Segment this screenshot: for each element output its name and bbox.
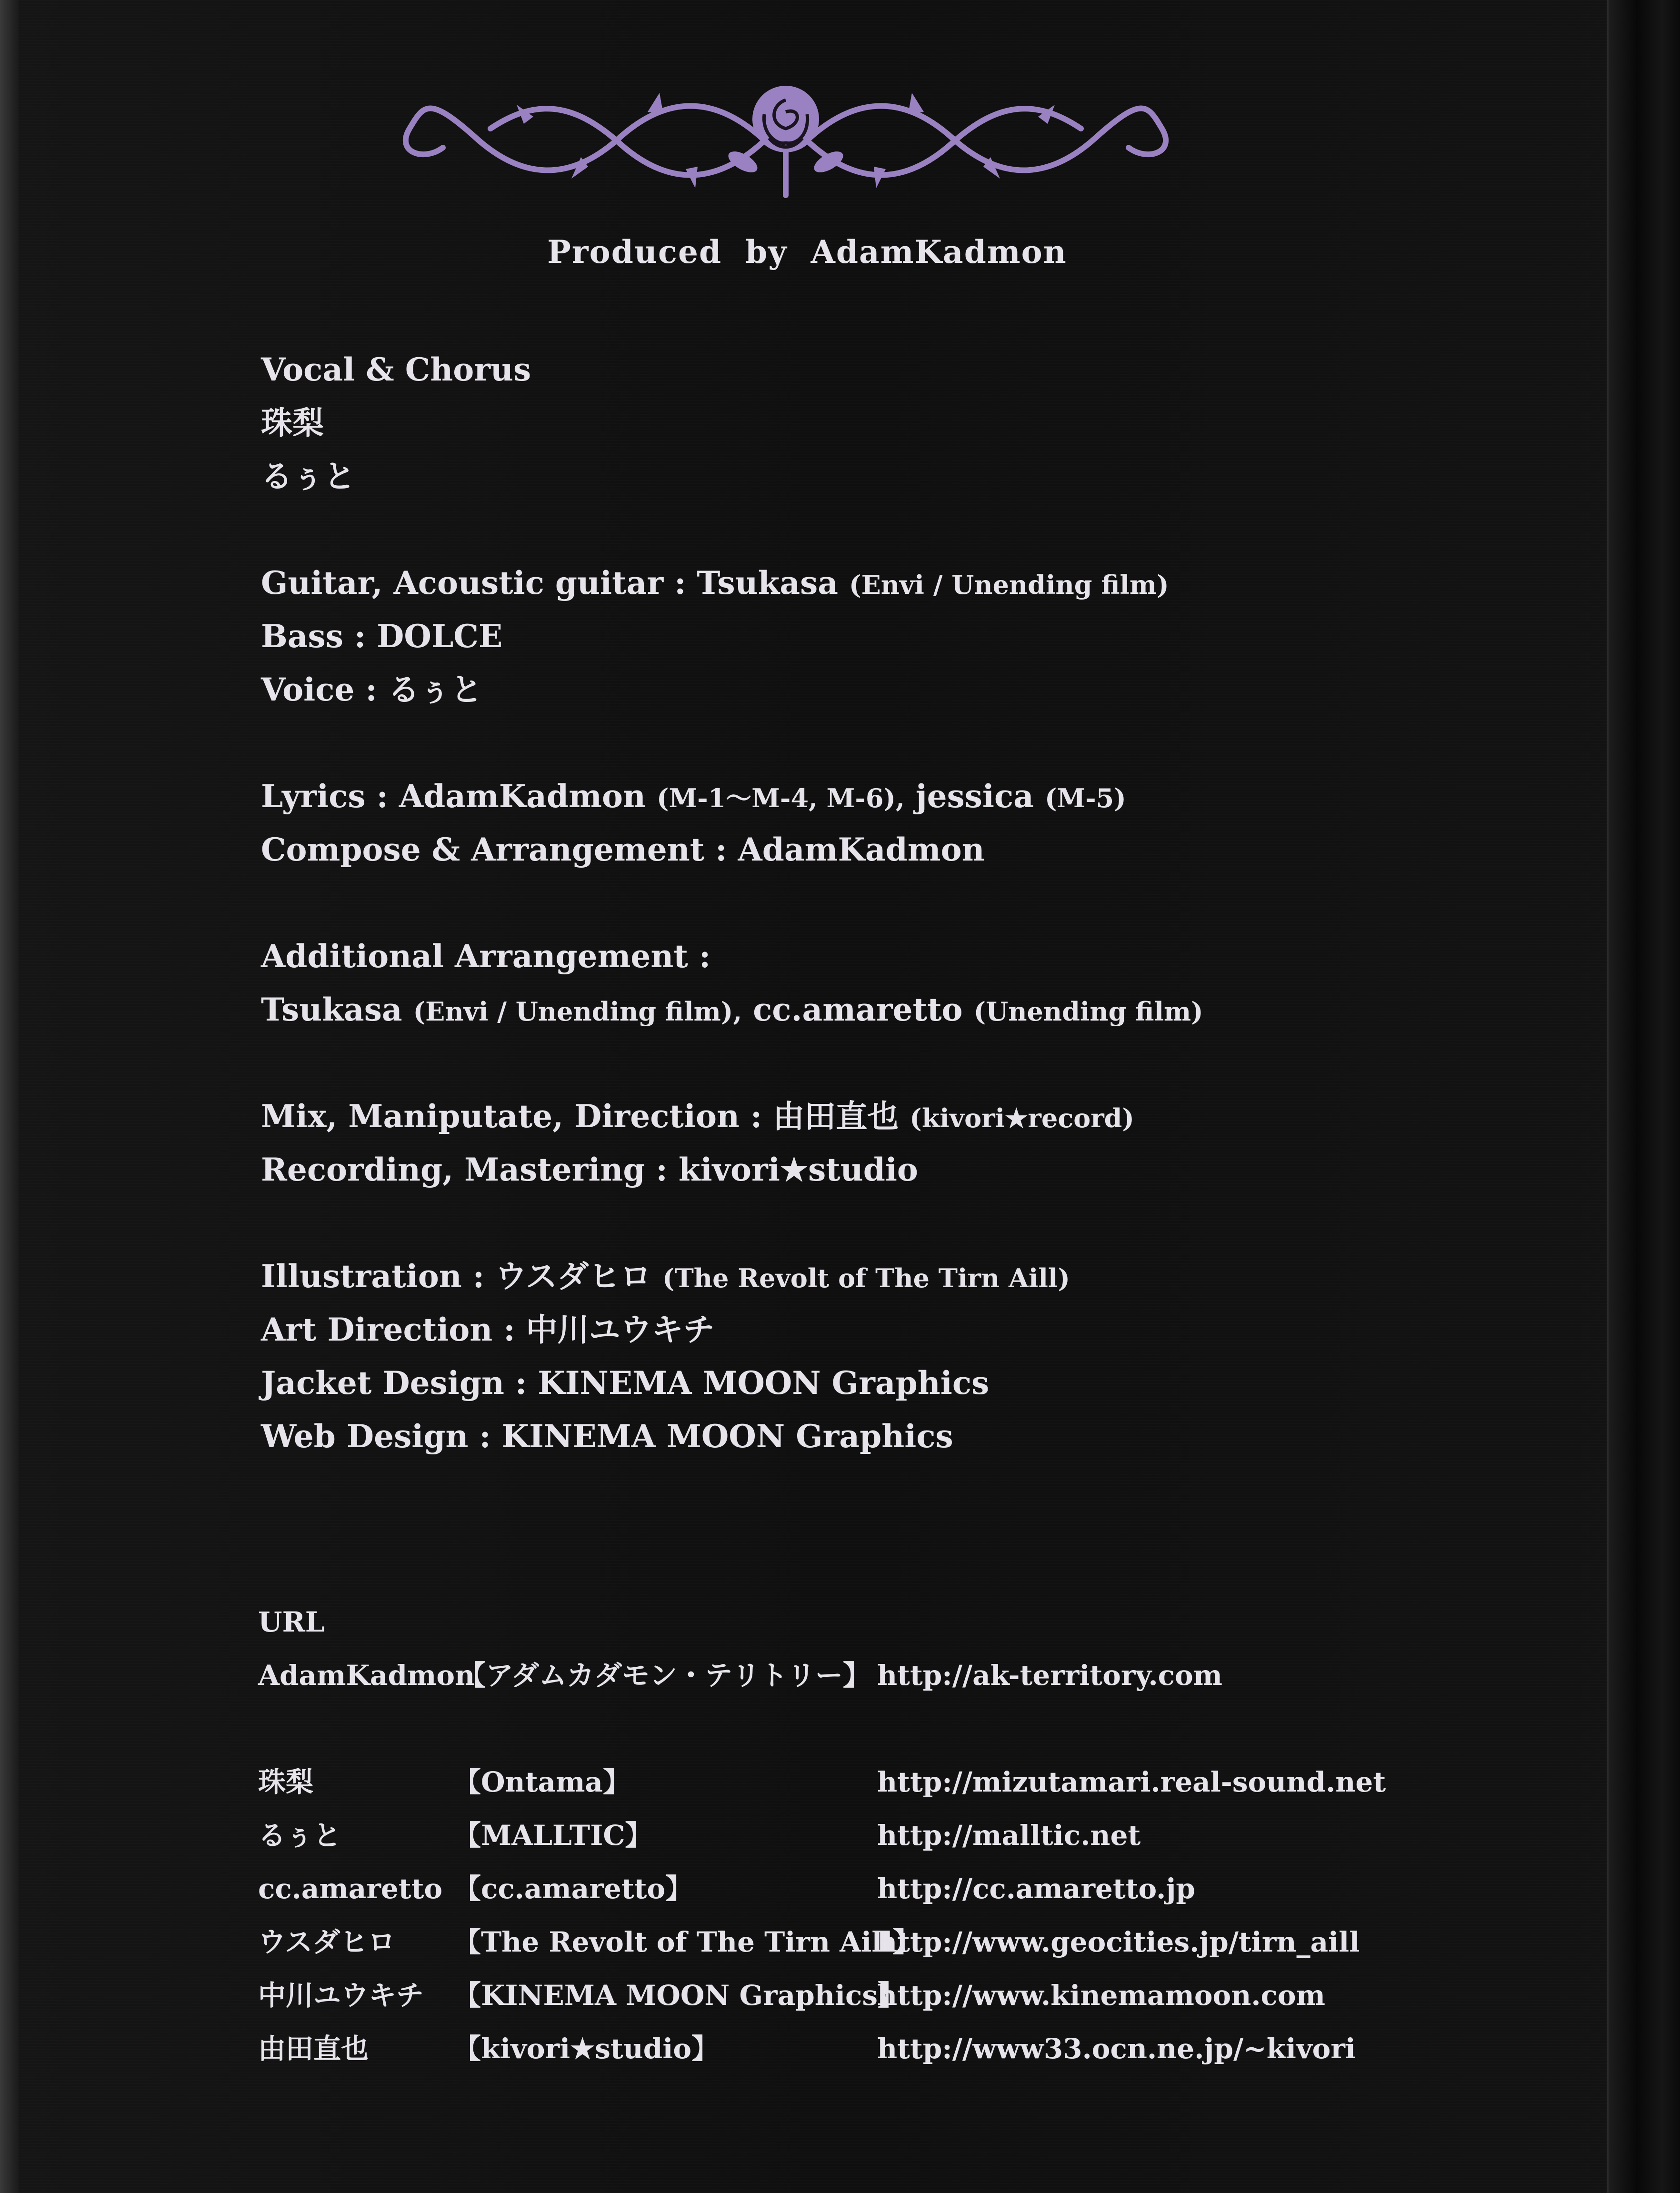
vocal-title: Vocal & Chorus (261, 351, 531, 388)
url-row-main (258, 1649, 1544, 1702)
url-name: 由田直也 (258, 2033, 369, 2065)
additional-name-1: Tsukasa (261, 991, 402, 1028)
produced-by: Produced by AdamKadmon (547, 233, 1067, 270)
url-link: http://malltic.net (877, 1819, 1141, 1852)
lyrics-note-2: (M-5) (1044, 783, 1126, 813)
lyrics-name-2: jessica (915, 778, 1034, 815)
credits-list (261, 343, 1451, 1463)
url-link: http://www33.ocn.ne.jp/~kivori (877, 2033, 1356, 2065)
guitar-credit (261, 556, 1451, 610)
jacket-design-credit: Jacket Design : KINEMA MOON Graphics (261, 1364, 990, 1402)
mix-credit (261, 1090, 1451, 1143)
additional-credit (261, 983, 1451, 1036)
url-link: http://www.geocities.jp/tirn_aill (877, 1926, 1360, 1958)
lyrics-credit (261, 770, 1451, 823)
guitar-note: (Envi / Unending film) (849, 570, 1169, 600)
url-site: 【MALLTIC】 (453, 1819, 653, 1852)
vocal-name-2: るぅと (261, 458, 355, 495)
url-row (258, 2022, 1544, 2075)
illustration-label: Illustration : ウスダヒロ (261, 1258, 652, 1295)
url-link: http://cc.amaretto.jp (877, 1873, 1195, 1905)
url-link: http://ak-territory.com (877, 1659, 1223, 1692)
compose-credit: Compose & Arrangement : AdamKadmon (261, 831, 985, 868)
url-site: 【The Revolt of The Tirn Aill】 (453, 1926, 920, 1958)
url-row (258, 1755, 1544, 1809)
url-site: 【kivori★studio】 (453, 2033, 720, 2065)
url-site: 【Ontama】 (453, 1766, 631, 1798)
url-heading: URL (258, 1606, 325, 1638)
mix-note: (kivori★record) (910, 1103, 1134, 1133)
mix-label: Mix, Maniputate, Direction : 由田直也 (261, 1098, 899, 1135)
url-link: http://www.kinemamoon.com (877, 1979, 1325, 2012)
recording-credit: Recording, Mastering : kivori★studio (261, 1151, 918, 1188)
url-name: るぅと (258, 1819, 341, 1852)
url-site: 【KINEMA MOON Graphics】 (453, 1979, 906, 2012)
art-direction-credit: Art Direction : 中川ユウキチ (261, 1311, 715, 1348)
lyrics-label: Lyrics : AdamKadmon (261, 778, 646, 815)
url-name: AdamKadmon (258, 1659, 475, 1692)
url-row (258, 1969, 1544, 2022)
url-link: http://mizutamari.real-sound.net (877, 1766, 1386, 1798)
lyrics-note-1: (M-1〜M-4, M-6), (656, 783, 905, 813)
web-design-credit: Web Design : KINEMA MOON Graphics (261, 1418, 953, 1455)
additional-note-2: (Unending film) (973, 996, 1203, 1027)
url-row (258, 1862, 1544, 1915)
voice-credit: Voice : るぅと (261, 671, 482, 708)
url-name: cc.amaretto (258, 1873, 443, 1905)
bass-credit: Bass : DOLCE (261, 618, 503, 655)
page-left-edge (0, 0, 19, 2193)
guitar-label: Guitar, Acoustic guitar : Tsukasa (261, 564, 839, 601)
illustration-credit (261, 1250, 1451, 1303)
url-name: ウスダヒロ (258, 1926, 396, 1958)
url-row (258, 1915, 1544, 1969)
additional-title: Additional Arrangement : (261, 938, 711, 975)
url-name: 珠梨 (258, 1766, 314, 1798)
url-name: 中川ユウキチ (258, 1979, 424, 2012)
additional-note-1: (Envi / Unending film), (413, 996, 742, 1027)
illustration-note: (The Revolt of The Tirn Aill) (662, 1263, 1070, 1293)
rose-thorn-vine-icon (381, 67, 1190, 205)
url-site: 【cc.amaretto】 (453, 1873, 693, 1905)
url-row (258, 1809, 1544, 1862)
vocal-name-1: 珠梨 (261, 404, 324, 441)
url-site: 【アダムカダモン・テリトリー】 (458, 1659, 870, 1692)
case-spine (1607, 0, 1680, 2193)
url-section (258, 1595, 1544, 2075)
additional-name-2: cc.amaretto (753, 991, 963, 1028)
